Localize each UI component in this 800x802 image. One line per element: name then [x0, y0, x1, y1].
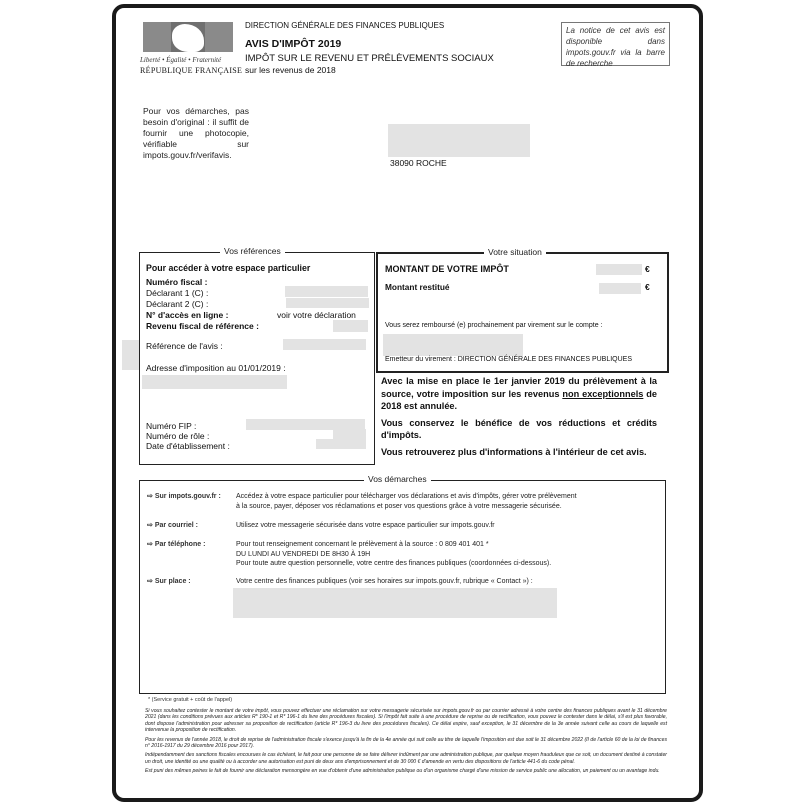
redacted-side: [122, 340, 139, 370]
emetteur-text: Emetteur du virement : DIRECTION GÉNÉRALE DES FINANCES PUBLIQUES: [385, 356, 633, 363]
acces-value: voir votre déclaration: [277, 310, 356, 320]
pas-info: [381, 375, 657, 462]
footnote: * (Service gratuit + coût de l'appel): [148, 697, 233, 703]
montant-label: MONTANT DE VOTRE IMPÔT: [385, 264, 509, 274]
redacted-account: [383, 334, 523, 356]
redacted-declarant2: [286, 298, 369, 308]
date-etab-label: Date d'établissement :: [146, 441, 230, 451]
redacted-montant: [596, 264, 642, 275]
rfr-label: Revenu fiscal de référence :: [146, 321, 259, 331]
redacted-role: [333, 429, 366, 439]
notice-box: La notice de cet avis est disponible dans impots.gouv.fr via la barre de recherche: [561, 22, 670, 66]
page-title: AVIS D'IMPÔT 2019: [245, 38, 342, 50]
republic-motto: Liberté • Égalité • Fraternité: [140, 56, 222, 64]
redacted-centre-address: [233, 588, 557, 618]
redacted-declarant1: [285, 286, 368, 297]
photocopy-note: Pour vos démarches, pas besoin d'original : il suffit de fournir une photocopie, vérifiable sur impots.gouv.fr/verifavis.: [143, 106, 249, 160]
demarche-line: DU LUNDI AU VENDREDI DE 8H30 À 19H: [236, 550, 371, 558]
currency-symbol-2: €: [645, 282, 650, 292]
demarches-section: [139, 474, 666, 694]
numero-fiscal-label: Numéro fiscal :: [146, 277, 208, 287]
demarche-line: Utilisez votre messagerie sécurisée dans votre espace particulier sur impots.gouv.fr: [236, 522, 495, 529]
demarche-key-mail: [147, 521, 198, 529]
pas-paragraph-3: Vous retrouverez plus d'informations à l'intérieur de cet avis.: [381, 446, 647, 457]
demarche-key-place-label: Sur place :: [154, 578, 191, 585]
demarche-val-place: [236, 577, 533, 587]
demarche-line: Pour tout renseignement concernant le prélèvement à la source : 0 809 401 401 *: [236, 541, 489, 548]
demarche-key-phone-label: Par téléphone :: [154, 541, 206, 548]
ref-avis-label: Référence de l'avis :: [146, 341, 223, 351]
redacted-ref-avis: [283, 339, 366, 350]
pas-text-b: de 2018 est annulée.: [381, 388, 657, 411]
demarche-val-mail: [236, 521, 495, 531]
pas-text-underlined: non exceptionnels: [562, 388, 644, 399]
adresse-label: Adresse d'imposition au 01/01/2019 :: [146, 363, 286, 373]
page-subtitle-year: sur les revenus de 2018: [245, 65, 336, 75]
demarche-val-phone: [236, 540, 551, 569]
demarche-key-web-label: Sur impots.gouv.fr :: [154, 493, 221, 500]
pas-paragraph-2: Vous conservez le bénéfice de vos réductions et crédits d'impôts.: [381, 417, 657, 440]
declarant1-label: Déclarant 1 (C) :: [146, 288, 209, 298]
legal-text: [145, 708, 667, 778]
declarant2-label: Déclarant 2 (C) :: [146, 299, 209, 309]
situation-section: [376, 247, 669, 373]
legal-paragraph-2: Pour les revenus de l'année 2018, le droit de reprise de l'administration fiscale s'exerce jusqu'à la fin de la 4e année qui suit celle au titre de laquelle l'imposition est due soit le 31 décembre 2022 (II de l'article 60 de la loi de finances n° 2016-1917 du 29 décembre 2016 pour 2017).: [145, 736, 667, 750]
pas-paragraph-1: [381, 375, 657, 413]
arrow-right-icon: ⇨: [147, 493, 153, 500]
situation-legend: Votre situation: [484, 247, 546, 257]
legal-paragraph-1: Si vous souhaitez contester le montant de votre impôt, vous pouvez effectuer une réclamation sur votre messagerie sécurisée sur impots.gouv.fr ou par courrier adressé à votre centre des finances publiques avant le 31 décembre 2021 (dans les conditions prévues aux articles R* 190-1 et R* 196-1 du livre des procédures fiscales). Si l'impôt fait suite à une procédure de reprise ou de rectification, vous pouvez le contester dans le délai, s'il est plus favorable, dont dispose l'administration pour adresser sa proposition de rectification (article R* 196-3 du livre des procédures fiscales). Ce délai expire, sauf exception, le 31 décembre de la 3e année suivant celle au cours de laquelle est intervenue la proposition de rectification.: [145, 708, 667, 734]
demarche-line: Accédez à votre espace particulier pour télécharger vos déclarations et avis d'impôts, gérer votre prélèvement: [236, 493, 577, 500]
demarches-legend: Vos démarches: [364, 474, 431, 484]
address-city: 38090 ROCHE: [390, 158, 447, 168]
demarche-line: à la source, payer, déposer vos réclamations et poser vos questions grâce à votre messagerie sécurisée.: [236, 502, 562, 510]
demarche-val-web: [236, 492, 577, 511]
role-label: Numéro de rôle :: [146, 431, 210, 441]
legal-paragraph-4: Est puni des mêmes peines le fait de fournir une déclaration mensongère en vue d'obtenir d'une administration publique ou d'un organisme chargé d'une mission de service public une allocation, un paiement ou un avantage indu.: [145, 768, 660, 775]
redacted-address: [388, 124, 530, 157]
demarche-line: Pour toute autre question personnelle, votre centre des finances publiques (coordonnées ci-dessous).: [236, 560, 552, 567]
redacted-adresse: [142, 375, 287, 389]
demarche-line: Votre centre des finances publiques (voir ses horaires sur impots.gouv.fr, rubrique « Contact ») :: [236, 578, 533, 585]
demarche-key-web: [147, 492, 221, 500]
arrow-right-icon: ⇨: [147, 578, 153, 585]
legal-paragraph-3: Indépendamment des sanctions fiscales encourues le cas échéant, le fait pour une personne de se faire délivrer indûment par une administration publique, par quelque moyen frauduleux que ce soit, un document destiné à constater un droit, une identité ou une qualité ou à accorder une autorisation est puni de deux ans d'emprisonnement et de 30 000 € d'amende en vertu des dispositions de l'article 441-6 du code pénal.: [145, 752, 667, 765]
logo-left-band: [143, 22, 171, 52]
rembourse-text: Vous serez remboursé (e) prochainement par virement sur le compte :: [385, 322, 603, 329]
access-title: Pour accéder à votre espace particulier: [146, 263, 311, 273]
pas-text-a: Avec la mise en place le 1er janvier 2019 du prélèvement à la source, votre imposition sur les revenus: [381, 376, 657, 399]
logo-right-band: [205, 22, 233, 52]
redacted-rfr: [333, 320, 368, 332]
references-section: [139, 246, 375, 465]
republic-name: RÉPUBLIQUE FRANÇAISE: [140, 66, 243, 75]
page-subtitle: IMPÔT SUR LE REVENU ET PRÉLÈVEMENTS SOCIAUX: [245, 53, 494, 64]
demarche-key-phone: [147, 540, 205, 548]
currency-symbol: €: [645, 264, 650, 274]
fip-label: Numéro FIP :: [146, 421, 197, 431]
references-legend: Vos références: [220, 246, 285, 256]
arrow-right-icon: ⇨: [147, 541, 153, 548]
arrow-right-icon: ⇨: [147, 522, 153, 529]
acces-label: N° d'accès en ligne :: [146, 310, 229, 320]
demarche-key-mail-label: Par courriel :: [154, 522, 199, 529]
restitue-label: Montant restitué: [385, 282, 450, 292]
demarche-key-place: [147, 577, 191, 585]
redacted-restitue: [599, 283, 641, 294]
redacted-date: [316, 439, 366, 449]
direction-label: DIRECTION GÉNÉRALE DES FINANCES PUBLIQUES: [245, 21, 445, 30]
